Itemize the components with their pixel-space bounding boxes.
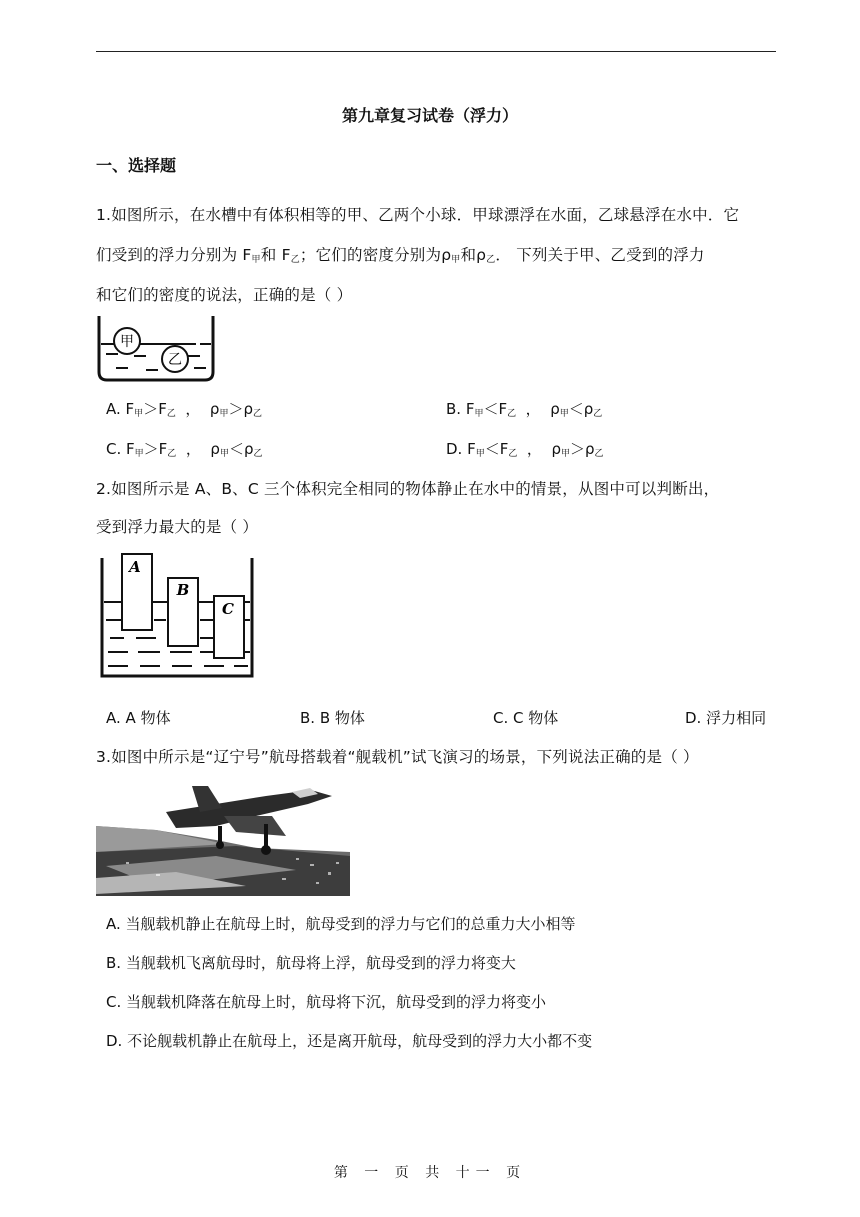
q2-option-c[interactable]: C. C 物体 — [493, 709, 559, 727]
opt-text: ， ρ — [175, 400, 220, 418]
sub-yi: 乙 — [508, 449, 518, 459]
opt-text: ＜F — [484, 440, 509, 458]
q1-text: ；它们的密度分别为ρ — [299, 246, 452, 264]
sub-jia: 甲 — [475, 449, 485, 459]
opt-text: B. F — [446, 400, 475, 418]
opt-text: ＞F — [143, 440, 168, 458]
opt-text: ＞ρ — [570, 440, 595, 458]
sub-jia: 甲 — [561, 449, 571, 459]
sub-yi: 乙 — [507, 409, 517, 419]
sub-yi: 乙 — [253, 449, 263, 459]
sub-yi: 乙 — [594, 449, 604, 459]
sub-jia: 甲 — [451, 255, 461, 265]
opt-text: ＜ρ — [228, 440, 254, 458]
object-b-label: B — [176, 581, 190, 599]
q2-line1: 2.如图所示是 A、B、C 三个体积完全相同的物体静止在水中的情景，从图中可以判断出， — [96, 480, 720, 498]
ball-yi-label: 乙 — [168, 352, 182, 368]
page-footer: 第 一 页 共 十一 页 — [333, 1165, 527, 1181]
q1-option-c[interactable] — [106, 438, 262, 459]
opt-text: ＞F — [143, 400, 167, 418]
opt-text: D. F — [446, 440, 476, 458]
q3-option-a[interactable]: A. 当舰载机静止在航母上时，航母受到的浮力与它们的总重力大小相等 — [106, 915, 576, 933]
sub-jia: 甲 — [219, 409, 229, 419]
ball-jia-label: 甲 — [120, 334, 134, 350]
sub-yi: 乙 — [167, 449, 177, 459]
opt-text: ， ρ — [176, 440, 220, 458]
q2-line2: 受到浮力最大的是（ ） — [96, 518, 259, 536]
page-title: 第九章复习试卷（浮力） — [341, 106, 518, 125]
sub-yi: 乙 — [486, 255, 496, 265]
opt-text: ＞ρ — [228, 400, 253, 418]
q1-figure-tank — [96, 314, 216, 384]
opt-text: ， ρ — [516, 400, 560, 418]
q1-line2 — [96, 243, 705, 265]
sub-jia: 甲 — [134, 409, 144, 419]
sub-yi: 乙 — [290, 255, 300, 265]
sub-yi: 乙 — [166, 409, 176, 419]
opt-text: ＜ρ — [568, 400, 594, 418]
header-rule — [96, 51, 776, 52]
q3-option-b[interactable]: B. 当舰载机飞离航母时，航母将上浮，航母受到的浮力将变大 — [106, 954, 516, 972]
section-heading: 一、选择题 — [96, 156, 177, 175]
object-a-label: A — [129, 558, 141, 576]
q3-option-d[interactable]: D. 不论舰载机静止在航母上，还是离开航母，航母受到的浮力大小都不变 — [106, 1032, 593, 1050]
opt-text: ＜F — [483, 400, 508, 418]
sub-jia: 甲 — [134, 449, 144, 459]
q1-option-d[interactable] — [446, 438, 604, 459]
sub-jia: 甲 — [251, 255, 261, 265]
q1-option-b[interactable] — [446, 398, 602, 419]
opt-text: C. F — [106, 440, 135, 458]
sub-jia: 甲 — [559, 409, 569, 419]
opt-text: A. F — [106, 400, 135, 418]
q1-text: 和ρ — [460, 246, 487, 264]
q1-text: 们受到的浮力分别为 F — [96, 246, 252, 264]
q1-option-a[interactable] — [106, 398, 262, 419]
q2-figure-tank — [96, 550, 256, 680]
q1-line3: 和它们的密度的说法，正确的是（ ） — [96, 286, 353, 304]
q3-figure-carrier-jet — [96, 782, 350, 896]
q1-text: ． 下列关于甲、乙受到的浮力 — [495, 246, 705, 264]
q1-line1: 1.如图所示，在水槽中有体积相等的甲、乙两个小球．甲球漂浮在水面，乙球悬浮在水中．它 — [96, 206, 740, 224]
q3-option-c[interactable]: C. 当舰载机降落在航母上时，航母将下沉，航母受到的浮力将变小 — [106, 993, 547, 1011]
sub-jia: 甲 — [219, 449, 229, 459]
q2-option-d[interactable]: D. 浮力相同 — [685, 709, 767, 727]
sub-yi: 乙 — [593, 409, 603, 419]
object-c-label: C — [222, 600, 234, 618]
opt-text: ， ρ — [517, 440, 561, 458]
sub-yi: 乙 — [253, 409, 263, 419]
q2-option-b[interactable]: B. B 物体 — [300, 709, 365, 727]
q1-text: 和 F — [260, 246, 291, 264]
q3-line1: 3.如图中所示是“辽宁号”航母搭载着“舰载机”试飞演习的场景，下列说法正确的是（ ） — [96, 748, 699, 766]
sub-jia: 甲 — [474, 409, 484, 419]
q2-option-a[interactable]: A. A 物体 — [106, 709, 171, 727]
